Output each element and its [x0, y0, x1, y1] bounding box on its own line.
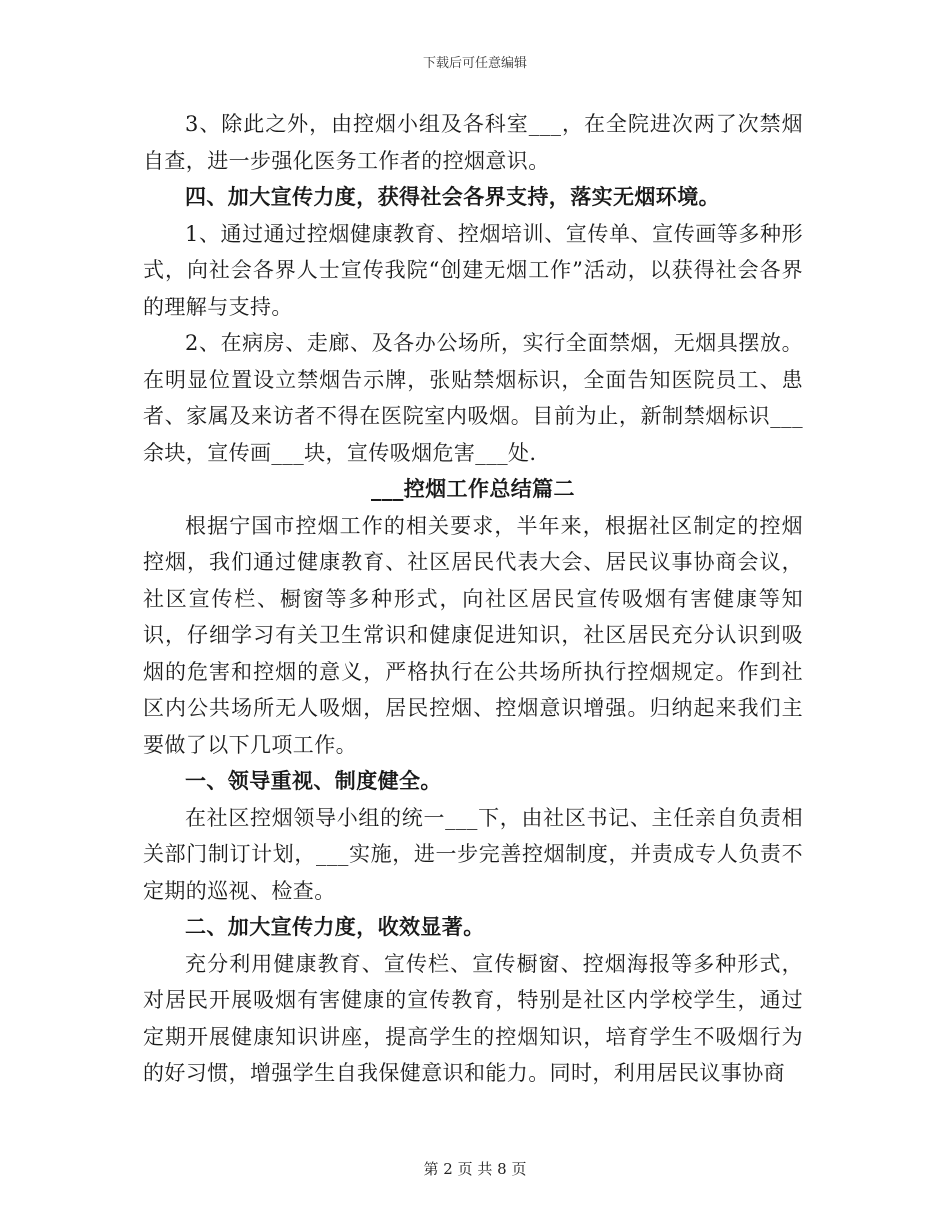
paragraph-leadership: 在社区控烟领导小组的统一___下，由社区书记、主任亲自负责相关部门制订计划，___实施，进一步完善控烟制度，并责成专人负责不定期的巡视、检查。 — [143, 805, 803, 903]
article-title-part-2: ___控烟工作总结篇二 — [371, 476, 575, 501]
paragraph-1-publicity: 1、通过通过控烟健康教育、控烟培训、宣传单、宣传画等多种形式，向社会各界人士宣传我院“创建无烟工作”活动，以获得社会各界的理解与支持。 — [143, 221, 803, 319]
page-number-footer: 第 2 页 共 8 页 — [423, 1160, 527, 1178]
paragraph-2-smoke-free-areas: 2、在病房、走廊、及各办公场所，实行全面禁烟，无烟具摆放。在明显位置设立禁烟告示牌，张贴禁烟标识，全面告知医院员工、患者、家属及来访者不得在医院室内吸烟。目前为止，新制禁烟标识___余块，宣传画___块，宣传吸烟危害___处. — [143, 331, 803, 465]
section-heading-2: 二、加大宣传力度，收效显著。 — [185, 914, 485, 939]
section-heading-1: 一、领导重视、制度健全。 — [185, 768, 442, 793]
page-header-note: 下载后可任意编辑 — [422, 56, 527, 71]
paragraph-3-self-inspection: 3、除此之外，由控烟小组及各科室___，在全院进次两了次禁烟自查，进一步强化医务工作者的控烟意识。 — [143, 112, 803, 173]
paragraph-intro-part-2: 根据宁国市控烟工作的相关要求，半年来，根据社区制定的控烟控烟，我们通过健康教育、社区居民代表大会、居民议事协商会议，社区宣传栏、橱窗等多种形式，向社区居民宣传吸烟有害健康等知识，仔细学习有关卫生常识和健康促进知识，社区居民充分认识到吸烟的危害和控烟的意义，严格执行在公共场所执行控烟规定。作到社区内公共场所无人吸烟，居民控烟、控烟意识增强。归纳起来我们主要做了以下几项工作。 — [143, 513, 803, 757]
paragraph-publicity-results: 充分利用健康教育、宣传栏、宣传橱窗、控烟海报等多种形式，对居民开展吸烟有害健康的宣传教育，特别是社区内学校学生，通过定期开展健康知识讲座，提高学生的控烟知识，培育学生不吸烟行为的好习惯，增强学生自我保健意识和能力。同时，利用居民议事协商 — [143, 951, 803, 1085]
document-body — [143, 106, 803, 1092]
section-heading-4: 四、加大宣传力度，获得社会各界支持，落实无烟环境。 — [185, 184, 720, 209]
